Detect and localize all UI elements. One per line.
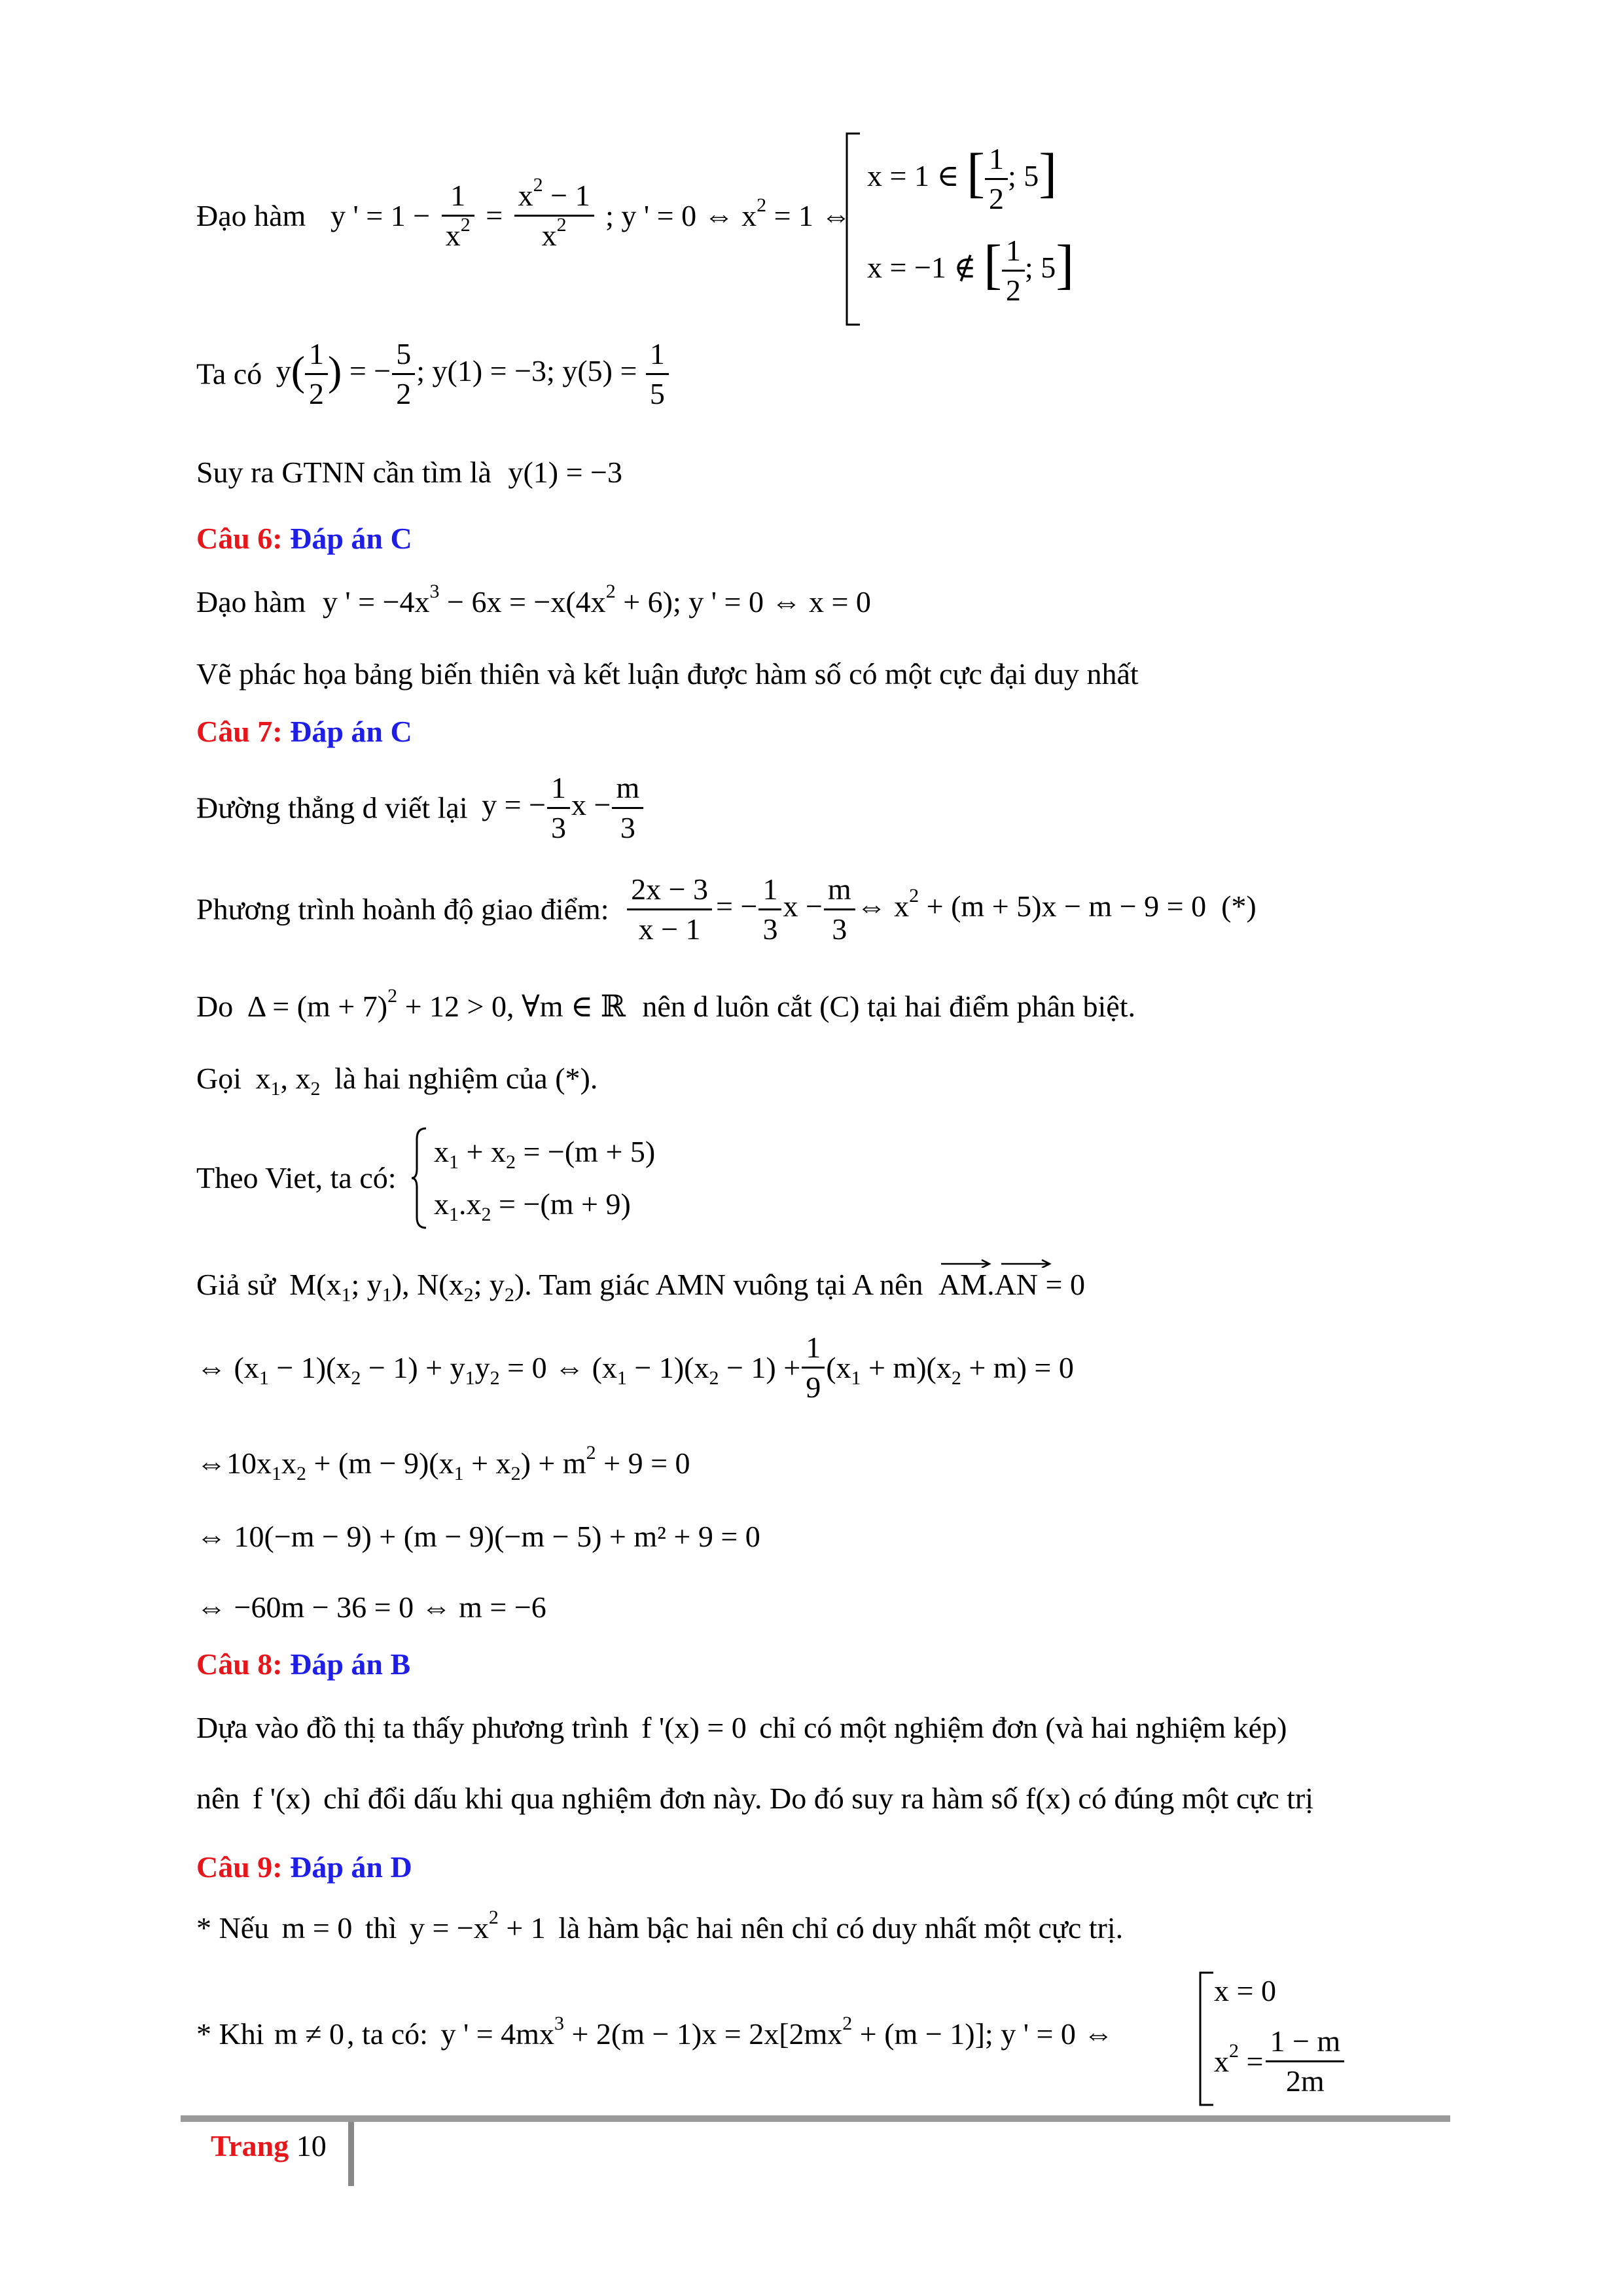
system-brace: [410, 1126, 430, 1230]
q7-l6-expr: $M(x_1$; $y_1$), $N(x_2$; $y_2$): [289, 1268, 525, 1306]
q9-title: Câu 9:: [196, 1850, 283, 1884]
q7-title: Câu 7:: [196, 715, 283, 748]
q7-l6-tail: . Tam giác AMN vuông tại A nên: [524, 1268, 923, 1301]
q7-line-10: ⇔ −60m − 36 = 0 ⇔ m = −6: [196, 1590, 546, 1624]
q7-l2-label: Phương trình hoành độ giao điểm:: [196, 892, 609, 926]
q7-l3-label: Do: [196, 990, 234, 1023]
q7-line-9: ⇔ 10(−m − 9) + (m − 9)(−m − 5) + m² + 9 = 0: [196, 1520, 760, 1553]
q7-l1-label: Đường thẳng d viết lại: [196, 791, 468, 825]
conclusion-expr: y(1) = −3: [508, 456, 622, 489]
vector-dot-product: AM.AN = 0: [938, 1266, 1085, 1303]
q8-l2-expr: f '(x): [252, 1782, 311, 1815]
q9-l1-expr2: $y = -x^2 + 1$: [409, 1907, 546, 1945]
q7-l2-expr: $\frac{2x - 3}{x - 1}$ = − $\frac{1}{3}$ x − $\frac{m}{3}$ ⇔ $x^2 + (m + 5)x - m - 9 = 0$ (*): [623, 889, 1257, 923]
q7-l3-expr: $\Delta = (m + 7)^2 + 12 > 0$, ∀m ∈ ℝ: [247, 985, 626, 1023]
q6-expr: y ' = $-4x^3 - 6x = -x(4x^2 + 6)$; y ' = 0 ⇔ x = 0: [322, 581, 871, 619]
q7-l4-expr: $x_1$, $x_2$: [255, 1062, 321, 1100]
label-dao-ham: Đạo hàm: [196, 199, 306, 232]
q7-l5-label: Theo Viet, ta có:: [196, 1161, 397, 1194]
q8-l1-a: Dựa vào đồ thị ta thấy phương trình: [196, 1711, 629, 1744]
q9-answer: Đáp án D: [290, 1850, 412, 1884]
q9-case-2: $x^2$ = $\frac{1 - m}{2m}$: [1214, 2022, 1347, 2100]
q9-l2-b: , ta có:: [347, 2017, 428, 2051]
q8-answer: Đáp án B: [290, 1647, 411, 1681]
q8-heading: [196, 1646, 410, 1683]
footer-word: Trang: [211, 2129, 289, 2162]
footer-rule: [181, 2115, 1450, 2122]
q6-line-2: Vẽ phác họa bảng biến thiên và kết luận được hàm số có một cực đại duy nhất: [196, 657, 1139, 691]
label-ta-co: Ta có: [196, 357, 262, 391]
page-footer: [211, 2128, 327, 2163]
conclusion-text: Suy ra GTNN cần tìm là: [196, 456, 491, 489]
case-bracket: [844, 131, 864, 327]
q9-l1-a: * Nếu: [196, 1911, 270, 1945]
q9-l2-expr: m ≠ 0: [274, 2017, 345, 2051]
q7-line-3: [196, 985, 1135, 1025]
q6-line-1: [196, 581, 871, 620]
q6-answer: Đáp án C: [290, 522, 412, 555]
q7-line-4: [196, 1060, 598, 1100]
q9-l2-a: * Khi: [196, 2017, 264, 2051]
footer-divider: [348, 2122, 354, 2186]
q9-heading: [196, 1849, 412, 1886]
q7-heading: [196, 713, 412, 750]
q6-heading: [196, 520, 412, 557]
vector-arrows: [938, 1257, 1056, 1268]
conclusion-line: [196, 454, 622, 491]
q7-line-5: [196, 1126, 655, 1237]
q8-l2-a: nên: [196, 1782, 240, 1815]
q9-l1-b: thì: [365, 1911, 397, 1945]
q7-line-6: [196, 1266, 1085, 1306]
q7-l4-tail: là hai nghiệm của (*).: [334, 1062, 598, 1095]
q7-l4-label: Gọi: [196, 1062, 241, 1095]
values-expr: y( $\frac{1}{2}$ ) = − $\frac{5}{2}$ ; y(1) = −3; y(5) = $\frac{1}{5}$: [276, 354, 670, 387]
viet-row-1: $x_1 + x_2 = -(m + 5)$: [434, 1135, 656, 1173]
q8-l2-b: chỉ đổi dấu khi qua nghiệm đơn này. Do đó suy ra hàm số f(x) có đúng một cực trị: [323, 1782, 1314, 1815]
q9-l1-c: là hàm bậc hai nên chỉ có duy nhất một cực trị.: [558, 1911, 1124, 1945]
q7-l3-tail: nên d luôn cắt (C) tại hai điểm phân biệt.: [642, 990, 1135, 1023]
page-number: 10: [296, 2129, 327, 2162]
viet-row-2: $x_1.x_2 = -(m + 9)$: [434, 1187, 631, 1225]
q7-answer: Đáp án C: [290, 715, 412, 748]
q6-label: Đạo hàm: [196, 585, 306, 619]
q7-line-8: $\Leftrightarrow 10x_1x_2 + (m - 9)(x_1 + x_2) + m^2 + 9 = 0$: [196, 1442, 690, 1484]
q6-title: Câu 6:: [196, 522, 283, 555]
q7-line-2: [196, 870, 1257, 956]
q8-l1-b: chỉ có một nghiệm đơn (và hai nghiệm kép): [759, 1711, 1287, 1744]
q8-line-1: [196, 1710, 1287, 1746]
q7-line-7: ⇔ $(x_1 - 1)(x_2 - 1) + y_1y_2 = 0$ ⇔ $(x_1 - 1)(x_2 - 1)$ + $\frac{1}{9}$ $(x_1 + m)(x_2 + m) = 0$: [196, 1329, 1074, 1414]
q7-l1-expr: y = − $\frac{1}{3}$ x − $\frac{m}{3}$: [482, 788, 645, 821]
q8-title: Câu 8:: [196, 1647, 283, 1681]
q9-l1-expr: m = 0: [281, 1911, 353, 1945]
derivative-expr: y ' = 1 − $\frac{1}{x^2}$ = $\frac{x^2 - 1}{x^2}$ ; y ' = 0 ⇔ $x^2 = 1$ ⇔: [330, 174, 851, 252]
q9-line-1: [196, 1907, 1124, 1946]
q9-l2-expr2: y ' = $4mx^3 + 2(m - 1)x = 2x[2mx^2 + (m - 1)]$; y ' = 0 ⇔: [440, 2013, 1114, 2051]
values-line: [196, 335, 670, 420]
case-1: x = 1 ∈ [ $\frac{1}{2}$ ; 5]: [867, 137, 1057, 209]
case-2: x = −1 ∉ [ $\frac{1}{2}$ ; 5]: [867, 229, 1074, 301]
viet-system: [410, 1126, 655, 1230]
q7-line-1: [196, 769, 645, 854]
q9-case-1: x = 0: [1214, 1974, 1276, 2007]
q7-l6-label: Giả sử: [196, 1268, 276, 1301]
q8-line-2: [196, 1780, 1313, 1817]
q8-l1-expr: f '(x) = 0: [641, 1711, 747, 1744]
